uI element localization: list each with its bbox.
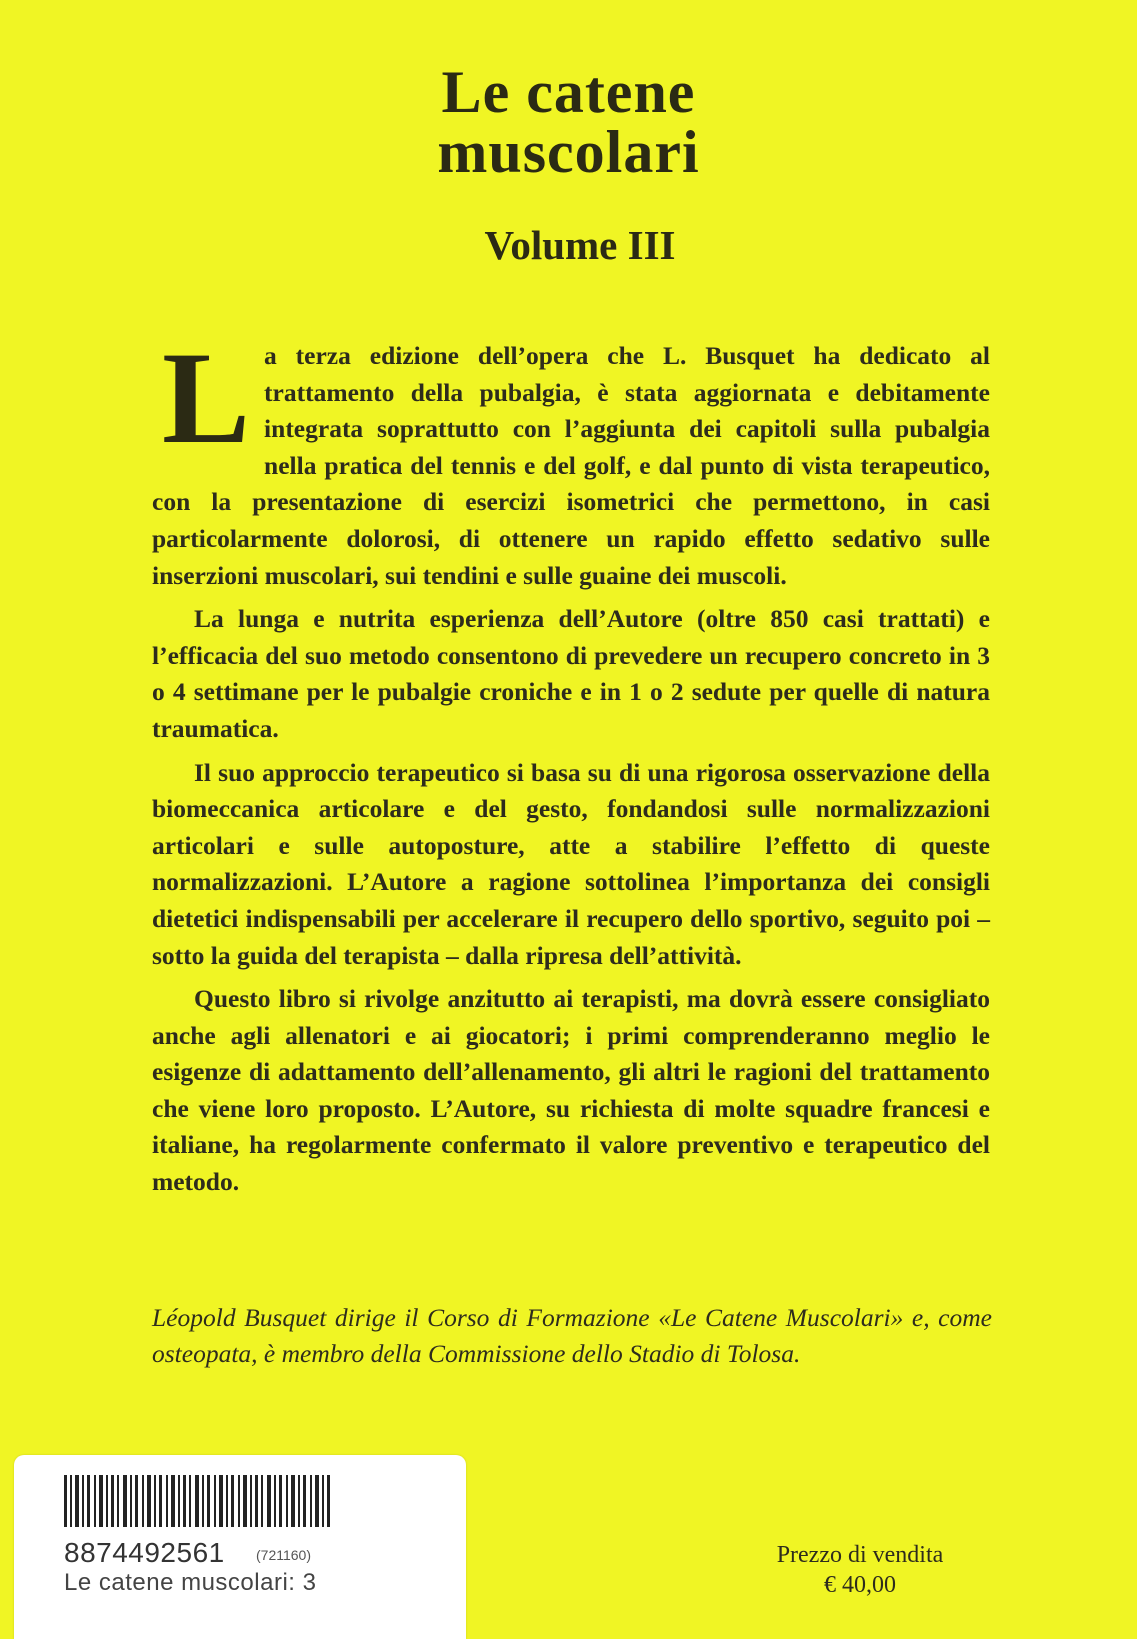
book-title xyxy=(0,59,1137,185)
blurb-paragraph-4: Questo libro si rivolge anzitutto ai terapisti, ma dovrà essere consigliato anche agli allenatori e ai giocatori; i primi comprenderanno meglio le esigenze di adattamento dell’allenamento, gli altri le ragioni del trattamento che viene loro proposto. L’Autore, su richiesta di molte squadre francesi e italiane, ha regolarmente confermato il valore preventivo e terapeutico del metodo. xyxy=(152,984,990,1197)
volume-label: Volume III xyxy=(484,222,676,268)
author-bio: Léopold Busquet dirige il Corso di Formazione «Le Catene Muscolari» e, come osteopata, è membro della Commissione dello Stadio di Tolosa. xyxy=(152,1303,992,1368)
sticker-book-title: Le catene muscolari: 3 xyxy=(64,1569,317,1596)
isbn-number: 8874492561 xyxy=(64,1537,225,1568)
price-value: € 40,00 xyxy=(824,1572,896,1598)
blurb-paragraph-2: La lunga e nutrita esperienza dell’Autore (oltre 850 casi trattati) e l’efficacia del suo metodo consentono di prevedere un recupero concreto in 3 o 4 settimane per le pubalgie croniche e in 1 o 2 sedute per quelle di natura traumatica. xyxy=(152,604,990,743)
book-title-line-2: muscolari xyxy=(437,119,700,185)
blurb xyxy=(152,324,990,1201)
drop-cap: L xyxy=(162,324,251,471)
blurb-paragraph-1 xyxy=(152,324,990,594)
barcode-icon xyxy=(64,1475,334,1527)
book-title-line-1: Le catene xyxy=(441,59,696,125)
price-label: Prezzo di vendita xyxy=(776,1542,944,1568)
price-block xyxy=(740,1540,980,1600)
barcode-sticker xyxy=(14,1455,466,1639)
blurb-paragraph-3: Il suo approccio terapeutico si basa su di una rigorosa osservazione della biomeccanica articolare e del gesto, fondandosi sulle normalizzazioni articolari e sulle autoposture, atte a stabilire l’effetto di queste normalizzazioni. L’Autore a ragione sottolinea l’importanza dei consigli dietetici indispensabili per accelerare il recupero dello sportivo, seguito poi – sotto la guida del terapista – dalla ripresa dell’attività. xyxy=(152,757,990,970)
inventory-code: (721160) xyxy=(256,1547,312,1563)
blurb-paragraph-1-text: a terza edizione dell’opera che L. Busquet ha dedicato al trattamento della pubalgia, è stata aggiornata e debitamente integrata soprattutto con l’aggiunta dei capitoli sulla pubalgia nella pratica del tennis e del golf, e dal punto di vista terapeutico, con la presentazione di esercizi isometrici che permettono, in casi particolarmente dolorosi, di ottenere un rapido effetto sedativo sulle inserzioni muscolari, sui tendini e sulle guaine dei muscoli. xyxy=(152,341,990,590)
